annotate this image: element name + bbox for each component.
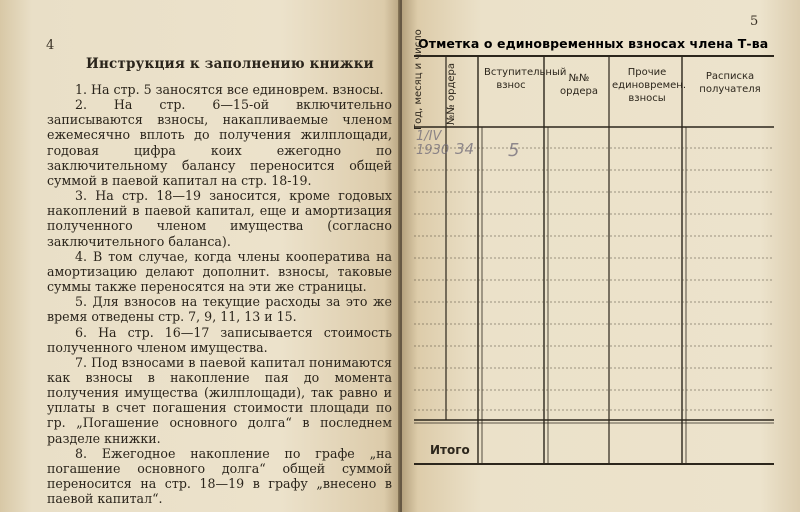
instructions-body [47,82,392,506]
handwritten-amount: 5 [508,140,520,161]
column-header-other-fees: Прочие единовремен. взносы [612,67,687,104]
instruction-item: 4. В том случае, когда члены кооператива на амортизацию делают дополнит. взносы, таковые суммы также переносятся на эти же страницы. [47,248,392,295]
handwritten-order-number: 34 [455,140,475,158]
ledger-title: Отметка о единовременных взносах члена Т-ва [418,36,769,51]
instruction-item: 2. На стр. 6—15-ой включительно записываются взносы, накапливаемые членом ежемесячно вплоть до получения жилплощади, годовая цифра коих ежегодно по заключительному балансу переносится общей суммой в паевой капитал на стр. 18-19. [47,97,392,188]
handwritten-date: 1/IV 1930 [416,129,450,158]
instruction-item: 1. На стр. 5 заносятся все единоврем. взносы. [75,82,384,97]
column-header-entry-fee: Вступительный взнос [484,67,567,91]
left-page-number: 4 [46,38,55,53]
total-label: Итого [430,443,470,457]
instruction-item: 7. Под взносами в паевой капитал понимаются как взносы в накопление пая до момента получения имущества (жилплощади), так равно и уплаты в счет погашения стоимости площади по гр. „Погашение основного долга“ в последнем разделе книжки. [47,354,392,446]
instruction-item: 3. На стр. 18—19 заносится, кроме годовых накоплений в паевой капитал, еще и амортизация полученного членом имущества (согласно заключительного баланса). [47,188,392,249]
column-header-date: Год, месяц и число [413,29,424,130]
column-header-receipt: Расписка получателя [699,71,761,95]
instructions-title: Инструкция к заполнению книжки [86,56,374,72]
right-page-number: 5 [750,14,759,29]
column-header-order-number-1: №№ ордера [446,63,457,125]
instruction-item: 6. На стр. 16—17 записывается стоимость полученного членом имущества. [47,324,392,355]
instruction-item: 8. Ежегодное накопление по графе „на погашение основного долга“ общей суммой переносится на стр. 18—19 в графу „внесено в паевой капитал“. [47,445,392,507]
column-header-order-number-2: №№ ордера [559,73,598,97]
instruction-item: 5. Для взносов на текущие расходы за это же время отведены стр. 7, 9, 11, 13 и 15. [47,294,392,325]
